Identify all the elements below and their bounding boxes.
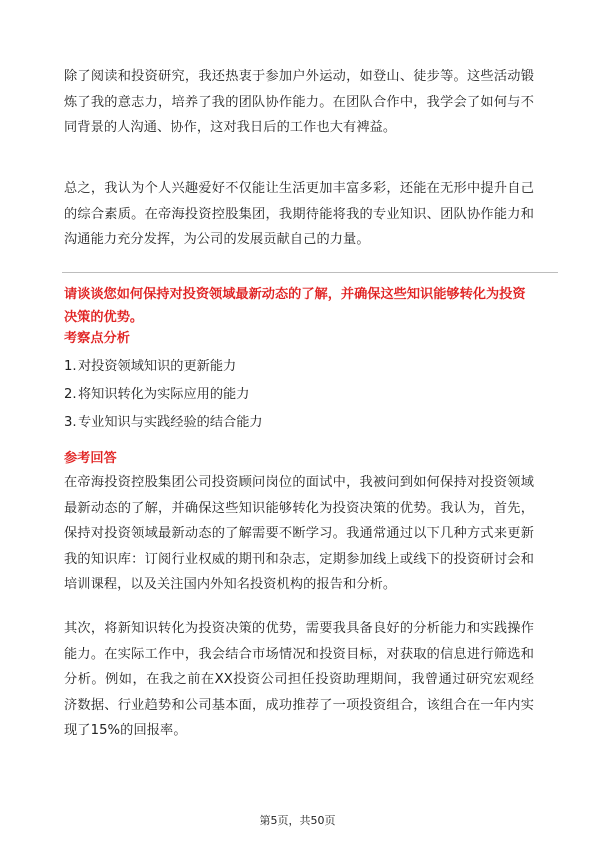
list-item-text: 专业知识与实践经验的结合能力 <box>78 415 263 430</box>
list-item-text: 将知识转化为实际应用的能力 <box>78 387 250 402</box>
interview-question: 请谈谈您如何保持对投资领域最新动态的了解，并确保这些知识能够转化为投资决策的优势。 <box>64 287 526 325</box>
list-item <box>64 413 263 441</box>
answer-heading: 参考回答 <box>64 451 117 466</box>
answer-paragraph-learning: 在帝海投资控股集团公司投资顾问岗位的面试中，我被问到如何保持对投资领域最新动态的了解，并确保这些知识能够转化为投资决策的优势。我认为，首先，保持对投资领域最新动态的了解需要不断学习。我通常通过以下几种方式来更新我的知识库：订阅行业权威的期刊和杂志，定期参加线上或线下的投资研讨会和培训课程，以及关注国内外知名投资机构的报告和分析。 <box>64 475 534 592</box>
list-item <box>64 357 263 385</box>
answer-paragraph-application: 其次，将新知识转化为投资决策的优势，需要我具备良好的分析能力和实践操作能力。在实际工作中，我会结合市场情况和投资目标，对获取的信息进行筛选和分析。例如，在我之前在XX投资公司担任投资助理期间，我曾通过研究宏观经济数据、行业趋势和公司基本面，成功推荐了一项投资组合，该组合在一年内实现了15%的回报率。 <box>64 621 534 738</box>
paragraph-hobbies-summary: 总之，我认为个人兴趣爱好不仅能让生活更加丰富多彩，还能在无形中提升自己的综合素质。在帝海投资控股集团，我期待能将我的专业知识、团队协作能力和沟通能力充分发挥，为公司的发展贡献自己的力量。 <box>64 181 534 247</box>
list-item-text: 对投资领域知识的更新能力 <box>78 359 237 374</box>
page-number-footer: 第5页，共50页 <box>259 814 336 827</box>
paragraph-hobbies-outdoor: 除了阅读和投资研究，我还热衷于参加户外运动，如登山、徒步等。这些活动锻炼了我的意志力，培养了我的团队协作能力。在团队合作中，我学会了如何与不同背景的人沟通、协作，这对我日后的工作也大有裨益。 <box>64 69 534 135</box>
analysis-heading: 考察点分析 <box>64 331 130 346</box>
analysis-list <box>64 357 263 441</box>
section-divider <box>62 272 558 273</box>
list-item-number: 2. <box>64 387 77 402</box>
list-item-number: 1. <box>64 359 77 374</box>
list-item <box>64 385 263 413</box>
list-item-number: 3. <box>64 415 77 430</box>
